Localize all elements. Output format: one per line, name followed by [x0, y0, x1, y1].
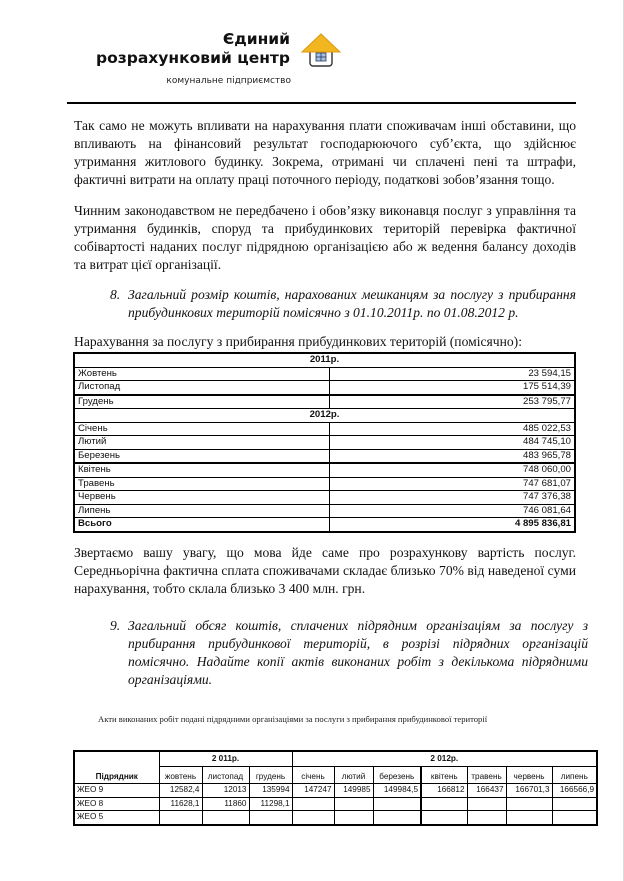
contractor-table — [73, 750, 598, 826]
value-cell: 12013 — [202, 784, 249, 798]
table-row — [74, 463, 575, 477]
table-row — [74, 381, 575, 395]
value-cell: 149984,5 — [373, 784, 421, 798]
value-cell — [373, 797, 421, 811]
value-cell — [421, 797, 467, 811]
value-cell — [552, 797, 597, 811]
month-cell: Листопад — [74, 381, 330, 395]
table-row — [74, 491, 575, 505]
contractor-name: ЖЕО 9 — [74, 784, 159, 798]
table-row — [74, 751, 597, 767]
table-row — [74, 811, 597, 825]
logo-title — [90, 30, 290, 68]
month-cell: Березень — [74, 449, 330, 463]
year-header-2012: 2012р. — [74, 409, 575, 423]
year-header-2011: 2 011р. — [159, 751, 292, 767]
contractor-name: ЖЕО 5 — [74, 811, 159, 825]
month-cell: Червень — [74, 491, 330, 505]
value-cell: 11298,1 — [249, 797, 292, 811]
value-cell — [552, 811, 597, 825]
month-cell: Січень — [74, 422, 330, 436]
value-cell — [467, 797, 506, 811]
contractor-header: Підрядник — [74, 751, 159, 784]
value-cell — [506, 811, 552, 825]
contractor-table-caption: Акти виконаних робіт подані підрядними організаціями за послуги з прибирання прибудинкової території — [98, 714, 488, 724]
paragraph-1: Так само не можуть впливати на нарахування плати споживачам інші обставини, що впливають на фінансовий результат господарюючого суб’єкта, що здійснює утримання житлового будинку. Зокрема, отримані чи сплачені пені та штрафи, фактичні витрати на оплату праці поточного періоду, податкові зобов’язання тощо. — [74, 118, 576, 187]
value-cell — [334, 797, 373, 811]
value-cell: 484 745,10 — [330, 436, 576, 450]
value-cell: 747 376,38 — [330, 491, 576, 505]
item-text: Загальний обсяг коштів, сплачених підрядним організаціям за послугу з прибирання прибудинкової територій, в розрізі підрядних організацій помісячно. Надайте копії актів виконаних робіт з декількома підрядними організаціями. — [128, 618, 588, 687]
value-cell: 166566,9 — [552, 784, 597, 798]
contractor-name: ЖЕО 8 — [74, 797, 159, 811]
month-header: квітень — [421, 767, 467, 784]
value-cell — [373, 811, 421, 825]
paragraph-2: Чинним законодавством не передбачено і обов’язку виконавця послуг з управління та утримання будинків, споруд та прибудинкових територій перевірка фактичної собівартості наданих послуг підрядною організацією або ж ведення балансу доходів та витрат цієї організації. — [74, 203, 576, 272]
month-header: лютий — [334, 767, 373, 784]
value-cell: 746 081,64 — [330, 504, 576, 518]
value-cell: 485 022,53 — [330, 422, 576, 436]
year-header-2012: 2 012р. — [292, 751, 597, 767]
month-cell: Травень — [74, 477, 330, 491]
charges-table-caption: Нарахування за послугу з прибирання прибудинкових територій (помісячно): — [74, 334, 522, 349]
table-row — [74, 504, 575, 518]
month-header: березень — [373, 767, 421, 784]
total-row — [74, 518, 575, 532]
value-cell — [334, 811, 373, 825]
value-cell: 149985 — [334, 784, 373, 798]
value-cell: 166437 — [467, 784, 506, 798]
month-header: жовтень — [159, 767, 202, 784]
charges-table — [73, 352, 576, 533]
month-header: грудень — [249, 767, 292, 784]
value-cell — [506, 797, 552, 811]
month-header: листопад — [202, 767, 249, 784]
value-cell: 11628,1 — [159, 797, 202, 811]
month-header: липень — [552, 767, 597, 784]
table-row — [74, 422, 575, 436]
paragraph-3: Звертаємо вашу увагу, що мова йде саме про розрахункову вартість послуг. Середньорічна фактична сплата споживачами складає близько 70% від наведеної суми нарахування, тобто склала близько 3 400 млн. грн. — [74, 545, 576, 596]
month-cell: Грудень — [74, 395, 330, 409]
logo-subtitle: комунальне підприємство — [166, 76, 291, 86]
value-cell — [159, 811, 202, 825]
table-row — [74, 395, 575, 409]
logo-line-1: Єдиний — [222, 30, 290, 48]
value-cell: 253 795,77 — [330, 395, 576, 409]
item-number: 8. — [110, 287, 121, 302]
value-cell: 11860 — [202, 797, 249, 811]
table-row — [74, 449, 575, 463]
value-cell: 747 681,07 — [330, 477, 576, 491]
total-label: Всього — [74, 518, 330, 532]
month-cell: Квітень — [74, 463, 330, 477]
value-cell: 166812 — [421, 784, 467, 798]
table-row — [74, 409, 575, 423]
header-divider — [67, 102, 576, 104]
value-cell: 23 594,15 — [330, 367, 576, 381]
value-cell — [292, 797, 334, 811]
total-value: 4 895 836,81 — [330, 518, 576, 532]
value-cell: 166701,3 — [506, 784, 552, 798]
table-row — [74, 477, 575, 491]
numbered-item-9 — [110, 617, 588, 689]
month-header: травень — [467, 767, 506, 784]
value-cell: 147247 — [292, 784, 334, 798]
value-cell: 748 060,00 — [330, 463, 576, 477]
month-cell: Лютий — [74, 436, 330, 450]
house-icon — [300, 32, 342, 70]
value-cell: 135994 — [249, 784, 292, 798]
month-cell: Жовтень — [74, 367, 330, 381]
value-cell — [421, 811, 467, 825]
value-cell — [467, 811, 506, 825]
table-row — [74, 367, 575, 381]
table-row — [74, 353, 575, 367]
year-header-2011: 2011р. — [74, 353, 575, 367]
table-row — [74, 784, 597, 798]
value-cell — [292, 811, 334, 825]
table-row — [74, 797, 597, 811]
logo-line-2: розрахунковий центр — [96, 49, 290, 67]
item-number: 9. — [110, 618, 121, 633]
item-text: Загальний розмір коштів, нарахованих мешканцям за послугу з прибирання прибудинкових територій помісячно з 01.10.2011р. по 01.08.2012 р. — [128, 287, 576, 320]
value-cell: 175 514,39 — [330, 381, 576, 395]
value-cell — [202, 811, 249, 825]
month-header: січень — [292, 767, 334, 784]
numbered-item-8 — [110, 286, 576, 322]
value-cell — [249, 811, 292, 825]
month-header: червень — [506, 767, 552, 784]
table-row — [74, 436, 575, 450]
value-cell: 483 965,78 — [330, 449, 576, 463]
value-cell: 12582,4 — [159, 784, 202, 798]
month-cell: Липень — [74, 504, 330, 518]
